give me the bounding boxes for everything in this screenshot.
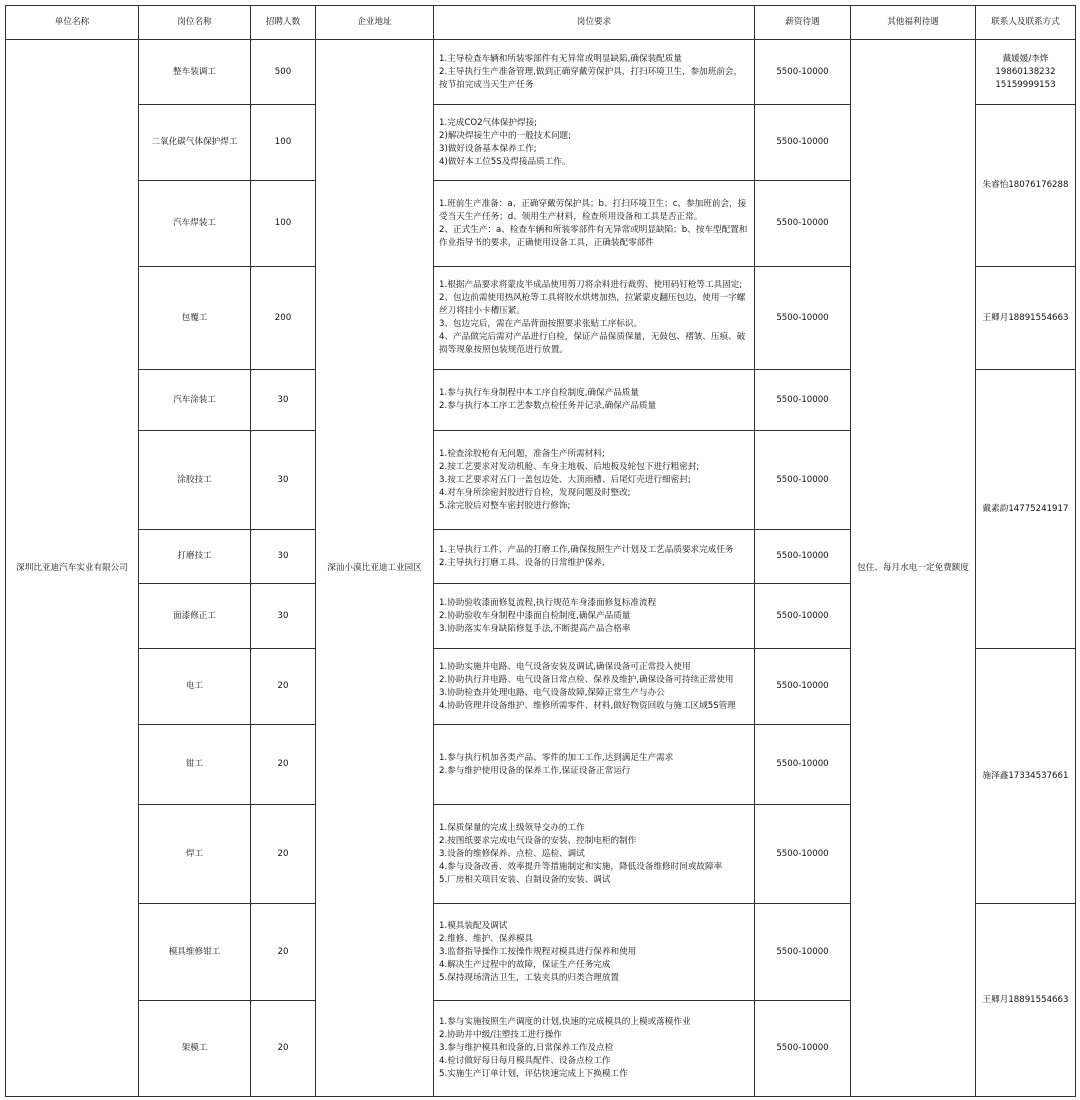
- contact-info: [976, 904, 1076, 1097]
- job-requirements: [434, 584, 755, 649]
- requirement-line: 5.保持现场清洁卫生，工装夹具的归类合理放置: [439, 972, 620, 983]
- requirement-line: 3、包边完后，需在产品背面按照要求张贴工序标识。: [439, 319, 643, 329]
- salary: 5500-10000: [755, 370, 851, 431]
- job-requirements: [434, 267, 755, 370]
- position-name: 焊工: [139, 805, 251, 904]
- requirement-line: 3.设备的维修保养、点检、巡检、调试: [439, 848, 585, 859]
- requirement-line: 3.参与维护模具和设备的,日常保养工作及点检: [439, 1043, 614, 1053]
- header-count: 招聘人数: [251, 6, 316, 40]
- requirement-line: 5.实施生产订单计划，评估快速完成上下换模工作: [439, 1069, 628, 1079]
- requirement-line: 2.协助执行并电路、电气设备日常点检、保养及维护,确保设备可持续正常使用: [439, 674, 734, 685]
- contact-info: [976, 105, 1076, 267]
- requirement-line: 4.参与设备改善、效率提升等措施制定和实施，降低设备维修时间或故障率: [439, 861, 723, 872]
- header-address: 企业地址: [316, 6, 434, 40]
- requirement-line: 1.协助验收漆面修复流程,执行规范车身漆面修复标准流程: [439, 597, 657, 608]
- requirement-line: 3.按工艺要求对五门一盖包边处、大顶雨槽、后尾灯壳进行细密封;: [439, 474, 691, 485]
- header-requirements: 岗位要求: [434, 6, 755, 40]
- company-address: 深汕小漠比亚迪工业园区: [316, 40, 434, 1097]
- contact-line: 戴媛媛/李烨: [1002, 53, 1049, 64]
- requirement-line: 1.保质保量的完成上级领导交办的工作: [439, 822, 585, 833]
- position-name: 面漆修正工: [139, 584, 251, 649]
- salary: 5500-10000: [755, 181, 851, 267]
- hire-count: 200: [251, 267, 316, 370]
- requirement-line: 5.涂完胶后对整车密封胶进行修饰;: [439, 500, 571, 511]
- contact-info: [976, 267, 1076, 370]
- requirement-line: 2.按工艺要求对发动机舱、车身主地板、后地板及轮包下进行粗密封;: [439, 461, 700, 472]
- job-requirements: [434, 40, 755, 105]
- salary: 5500-10000: [755, 904, 851, 1001]
- hire-count: 20: [251, 805, 316, 904]
- header-row: [6, 6, 1076, 40]
- table-row: [6, 40, 1076, 105]
- salary: 5500-10000: [755, 584, 851, 649]
- requirement-line: 2.按图纸要求完成电气设备的安装、控制电柜的制作: [439, 835, 637, 846]
- table-body: [6, 40, 1076, 1097]
- contact-line: 王卿月18891554663: [982, 312, 1069, 323]
- requirement-line: 3.协助落实车身缺陷修复手法,不断提高产品合格率: [439, 623, 631, 634]
- contact-line: 施泽鑫17334537661: [982, 770, 1069, 781]
- salary: 5500-10000: [755, 1001, 851, 1097]
- requirement-line: 1.参与执行机加各类产品、零件的加工工作,达到满足生产需求: [439, 752, 674, 763]
- recruitment-table: [5, 5, 1076, 1097]
- header-contact: 联系人及联系方式: [976, 6, 1076, 40]
- job-requirements: [434, 370, 755, 431]
- salary: 5500-10000: [755, 267, 851, 370]
- job-requirements: [434, 1001, 755, 1097]
- hire-count: 500: [251, 40, 316, 105]
- requirement-line: 1.主导检查车辆和所装零部件有无异常或明显缺陷,确保装配质量: [439, 53, 682, 64]
- hire-count: 30: [251, 370, 316, 431]
- requirement-line: 3)做好设备基本保养工作;: [439, 143, 537, 154]
- requirement-line: 4、产品做完后需对产品进行自检，保证产品保质保量，无鼓包、褶皱、压痕、破损等现象按照包装规范进行放置。: [439, 332, 746, 355]
- requirement-line: 2.参与执行本工序工艺参数点检任务并记录,确保产品质量: [439, 401, 657, 411]
- contact-info: [976, 370, 1076, 649]
- requirement-line: 2)解决焊接生产中的一般技术问题;: [439, 130, 572, 141]
- contact-info: [976, 649, 1076, 904]
- header-benefits: 其他福利待遇: [851, 6, 976, 40]
- requirement-line: 2、包边前需使用热风枪等工具将胶水烘烤加热，拉紧蒙皮翻压包边，使用一字螺丝刀将挂小卡槽压紧。: [439, 293, 746, 316]
- requirement-line: 2.协助验收车身制程中漆面自检制度,确保产品质量: [439, 610, 631, 621]
- job-requirements: [434, 105, 755, 181]
- position-name: 模具维修钳工: [139, 904, 251, 1001]
- job-requirements: [434, 725, 755, 805]
- hire-count: 30: [251, 431, 316, 530]
- requirement-line: 2.参与维护使用设备的保养工作,保证设备正常运行: [439, 765, 631, 776]
- contact-line: 19860138232: [995, 66, 1056, 77]
- contact-line: 朱睿怡18076176288: [982, 180, 1069, 190]
- salary: 5500-10000: [755, 105, 851, 181]
- salary: 5500-10000: [755, 649, 851, 725]
- requirement-line: 1.模具装配及调试: [439, 920, 508, 931]
- requirement-line: 1.完成CO2气体保护焊接;: [439, 117, 538, 128]
- position-name: 涂胶技工: [139, 431, 251, 530]
- position-name: 电工: [139, 649, 251, 725]
- position-name: 汽车涂装工: [139, 370, 251, 431]
- requirement-line: 2.维修、维护、保养模具: [439, 933, 534, 944]
- salary: 5500-10000: [755, 530, 851, 584]
- hire-count: 20: [251, 725, 316, 805]
- contact-line: 15159999153: [995, 79, 1056, 90]
- salary: 5500-10000: [755, 431, 851, 530]
- job-requirements: [434, 181, 755, 267]
- hire-count: 30: [251, 584, 316, 649]
- hire-count: 100: [251, 105, 316, 181]
- hire-count: 20: [251, 904, 316, 1001]
- requirement-line: 1.协助实施并电路、电气设备安装及调试,确保设备可正常投入使用: [439, 661, 691, 672]
- position-name: 打磨技工: [139, 530, 251, 584]
- requirement-line: 1.根据产品要求将蒙皮半成品使用剪刀将余料进行裁剪、使用码钉枪等工具固定;: [439, 280, 743, 290]
- requirement-line: 1.检查涂胶枪有无问题，准备生产所需材料;: [439, 448, 605, 459]
- position-name: 整车装调工: [139, 40, 251, 105]
- company-name: 深圳比亚迪汽车实业有限公司: [6, 40, 139, 1097]
- job-requirements: [434, 805, 755, 904]
- requirement-line: 1.主导执行工件、产品的打磨工作,确保按照生产计划及工艺品质要求完成任务: [439, 544, 734, 555]
- position-name: 汽车焊装工: [139, 181, 251, 267]
- position-name: 包覆工: [139, 267, 251, 370]
- requirement-line: 2.主导执行生产准备管理,做到正确穿戴劳保护具，打扫环境卫生，参加班前会，按节拍完成当天生产任务: [439, 66, 743, 90]
- job-requirements: [434, 649, 755, 725]
- position-name: 二氧化碳气体保护焊工: [139, 105, 251, 181]
- contact-info: [976, 40, 1076, 105]
- requirement-line: 2、正式生产：a、检查车辆和所装零部件有无异常或明显缺陷；b、按车型配置和作业指导书的要求，正确使用设备工具，正确装配零部件: [439, 224, 748, 248]
- salary: 5500-10000: [755, 805, 851, 904]
- contact-line: 戴素韵14775241917: [982, 503, 1069, 514]
- requirement-line: 5.厂房相关项目安装、自制设备的安装、调试: [439, 874, 611, 885]
- header-position: 岗位名称: [139, 6, 251, 40]
- requirement-line: 4.解决生产过程中的故障，保证生产任务完成: [439, 959, 611, 970]
- requirement-line: 4.检讨做好每日每月模具配件、设备点检工作: [439, 1056, 611, 1066]
- requirement-line: 4.协助管理并设备维护、维修所需零件、材料,做好物资回收与施工区域5S管理: [439, 700, 736, 711]
- hire-count: 100: [251, 181, 316, 267]
- benefits: 包住、每月水电一定免费额度: [851, 40, 976, 1097]
- contact-line: 王卿月18891554663: [982, 994, 1069, 1005]
- hire-count: 20: [251, 649, 316, 725]
- requirement-line: 3.协助检查并处理电路、电气设备故障,保障正常生产与办公: [439, 687, 665, 698]
- requirement-line: 1.参与执行车身制程中本工序自检制度,确保产品质量: [439, 388, 639, 398]
- requirement-line: 4.对车身所涂密封胶进行自检，发现问题及时整改;: [439, 487, 631, 498]
- salary: 5500-10000: [755, 40, 851, 105]
- requirement-line: 2.协助并中级/注塑技工进行操作: [439, 1030, 562, 1040]
- header-company: 单位名称: [6, 6, 139, 40]
- job-requirements: [434, 904, 755, 1001]
- header-salary: 薪资待遇: [755, 6, 851, 40]
- job-requirements: [434, 431, 755, 530]
- hire-count: 30: [251, 530, 316, 584]
- position-name: 钳工: [139, 725, 251, 805]
- requirement-line: 2.主导执行打磨工具、设备的日常维护保养,: [439, 557, 605, 568]
- requirement-line: 4)做好本工位5S及焊接品质工作。: [439, 156, 571, 167]
- salary: 5500-10000: [755, 725, 851, 805]
- requirement-line: 1.班前生产准备：a、正确穿戴劳保护具；b、打扫环境卫生；c、参加班前会，接受当天生产任务；d、领用生产材料，检查所用设备和工具是否正常。: [439, 198, 747, 222]
- requirement-line: 1.参与实施按照生产调度的计划,快速的完成模具的上模或落模作业: [439, 1017, 691, 1027]
- job-requirements: [434, 530, 755, 584]
- requirement-line: 3.监督指导操作工按操作规程对模具进行保养和使用: [439, 946, 637, 957]
- hire-count: 20: [251, 1001, 316, 1097]
- position-name: 架模工: [139, 1001, 251, 1097]
